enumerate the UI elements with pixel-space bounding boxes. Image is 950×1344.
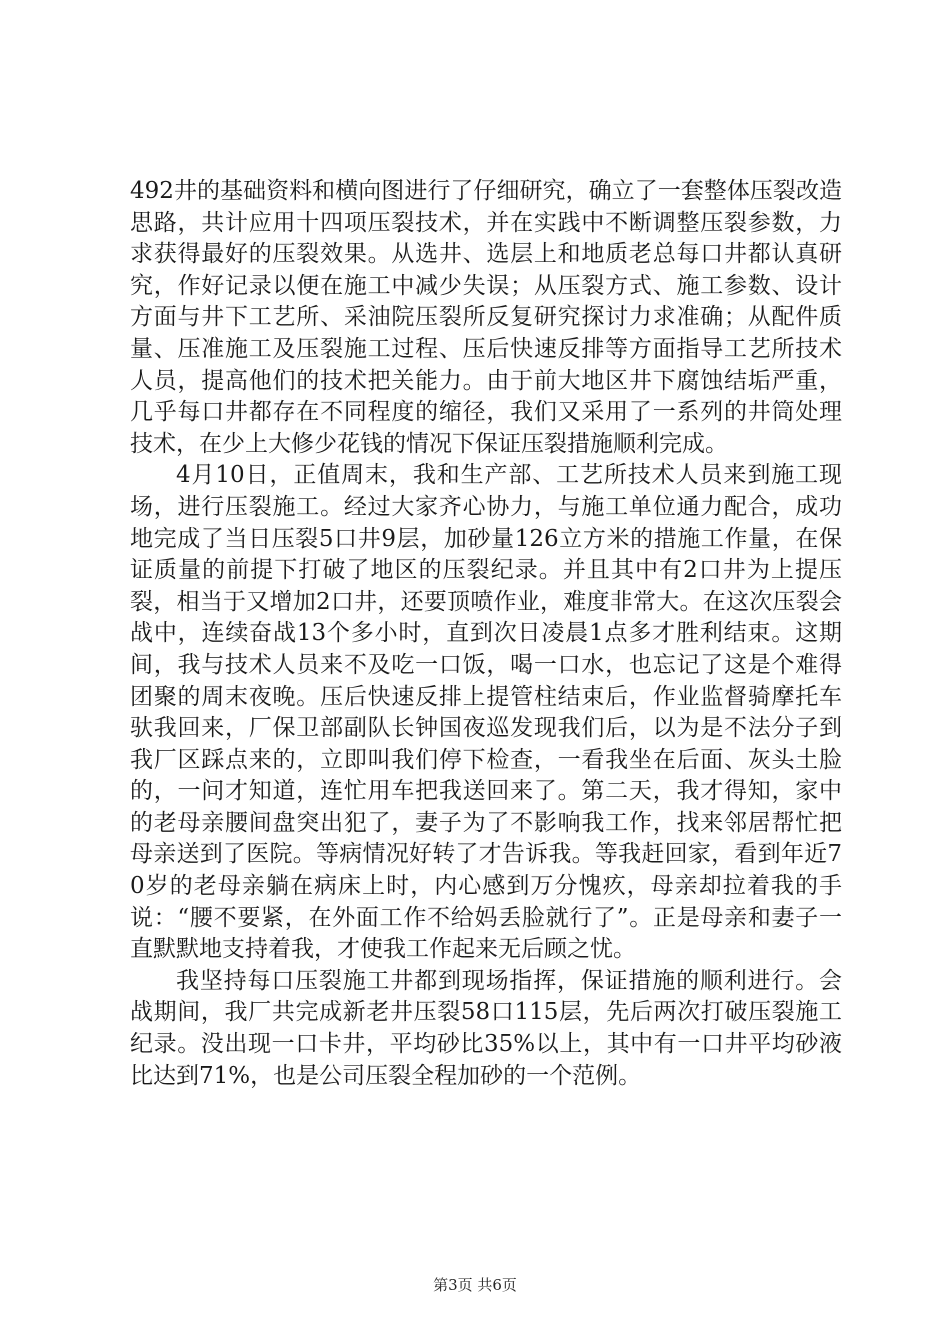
page-footer: 第3页 共6页 [433, 1276, 517, 1294]
document-body [130, 176, 842, 1092]
paragraph-april-10: 4月10日，正值周末，我和生产部、工艺所技术人员来到施工现场，进行压裂施工。经过大家齐心协力，与施工单位通力配合，成功地完成了当日压裂5口井9层，加砂量126立方米的措施工作量，在保证质量的前提下打破了地区的压裂纪录。并且其中有2口井为上提压裂，相当于又增加2口井，还要顶喷作业，难度非常大。在这次压裂会战中，连续奋战13个多小时，直到次日凌晨1点多才胜利结束。这期间，我与技术人员来不及吃一口饭，喝一口水，也忘记了这是个难得团聚的周末夜晚。压后快速反排上提管柱结束后，作业监督骑摩托车驮我回来，厂保卫部副队长钟国夜巡发现我们后，以为是不法分子到我厂区踩点来的，立即叫我们停下检查，一看我坐在后面、灰头土脸的，一问才知道，连忙用车把我送回来了。第二天，我才得知，家中的老母亲腰间盘突出犯了，妻子为了不影响我工作，找来邻居帮忙把母亲送到了医院。等病情况好转了才告诉我。等我赶回家，看到年近70岁的老母亲躺在病床上时，内心感到万分愧疚，母亲却拉着我的手说：“腰不要紧，在外面工作不给妈丢脸就行了”。正是母亲和妻子一直默默地支持着我，才使我工作起来无后顾之忧。 [130, 462, 842, 963]
paragraph-continuation: 492井的基础资料和横向图进行了仔细研究，确立了一套整体压裂改造思路，共计应用十四项压裂技术，并在实践中不断调整压裂参数，力求获得最好的压裂效果。从选井、选层上和地质老总每口井都认真研究，作好记录以便在施工中减少失误；从压裂方式、施工参数、设计方面与井下工艺所、采油院压裂所反复研究探讨力求准确；从配件质量、压准施工及压裂施工过程、压后快速反排等方面指导工艺所技术人员，提高他们的技术把关能力。由于前大地区井下腐蚀结垢严重，几乎每口井都存在不同程度的缩径，我们又采用了一系列的井筒处理技术，在少上大修少花钱的情况下保证压裂措施顺利完成。 [130, 178, 842, 457]
paragraph-campaign-results: 我坚持每口压裂施工井都到现场指挥，保证措施的顺利进行。会战期间，我厂共完成新老井压裂58口115层，先后两次打破压裂施工纪录。没出现一口卡井，平均砂比35%以上，其中有一口井平均砂液比达到71%，也是公司压裂全程加砂的一个范例。 [130, 967, 842, 1089]
